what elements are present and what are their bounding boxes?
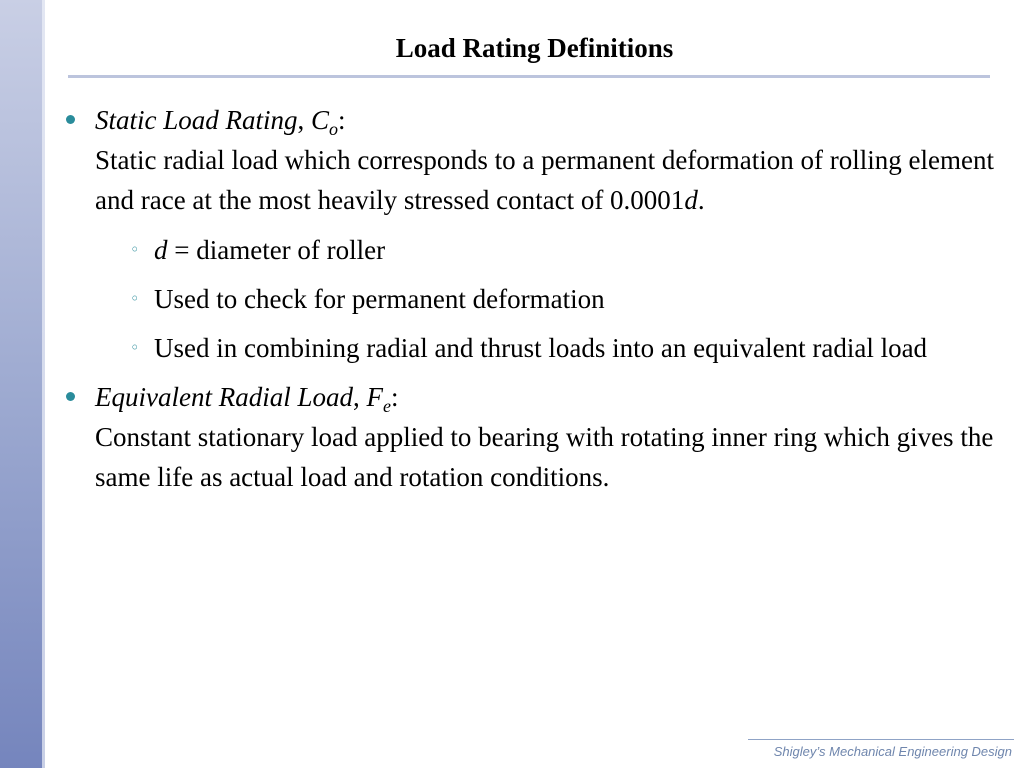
- definition-end: .: [697, 185, 705, 215]
- sub-item-symbol: d: [154, 235, 168, 265]
- term-label: Equivalent Radial Load: [95, 382, 353, 412]
- sub-item: [95, 279, 1016, 319]
- colon: :: [390, 382, 399, 412]
- bullet-static-load-rating: [66, 100, 1016, 368]
- bullet-equivalent-radial-load: [66, 377, 1016, 497]
- comma: ,: [352, 382, 367, 412]
- sub-item-text: Used to check for permanent deformation: [154, 284, 605, 314]
- sidebar-edge: [42, 0, 45, 768]
- sub-list: [95, 230, 1016, 368]
- bullet-heading: [95, 100, 1016, 140]
- slide-content: [66, 100, 1016, 497]
- title-divider: [68, 75, 990, 78]
- sidebar-decoration: [0, 0, 42, 768]
- sub-item: [95, 230, 1016, 270]
- bullet-heading: [95, 377, 1016, 417]
- subscript: o: [329, 119, 339, 139]
- bullet-definition: Constant stationary load applied to bearing with rotating inner ring which gives the same life as actual load and rotation conditions.: [95, 422, 994, 492]
- footer-divider: [748, 739, 1014, 740]
- bullet-dot-icon: [66, 392, 75, 401]
- sub-item: [95, 328, 1016, 368]
- symbol: F: [366, 382, 383, 412]
- hollow-bullet-icon: ◦: [130, 289, 140, 308]
- footer-caption: Shigley’s Mechanical Engineering Design: [773, 744, 1012, 759]
- colon: :: [338, 105, 346, 135]
- symbol: C: [311, 105, 330, 135]
- hollow-bullet-icon: ◦: [130, 338, 140, 357]
- bullet-dot-icon: [66, 115, 75, 124]
- slide-title: Load Rating Definitions: [395, 33, 674, 63]
- bullet-definition: [95, 140, 1016, 220]
- comma: ,: [297, 105, 311, 135]
- sub-item-text: = diameter of roller: [167, 235, 386, 265]
- definition-symbol: d: [684, 185, 698, 215]
- sub-item-text: Used in combining radial and thrust loads into an equivalent radial load: [154, 333, 928, 363]
- term-label: Static Load Rating: [95, 105, 298, 135]
- definition-text: Static radial load which corresponds to a permanent deformation of rolling element and race at the most heavily stressed contact of 0.0001: [95, 145, 994, 215]
- subscript: e: [382, 396, 391, 416]
- hollow-bullet-icon: ◦: [130, 240, 140, 259]
